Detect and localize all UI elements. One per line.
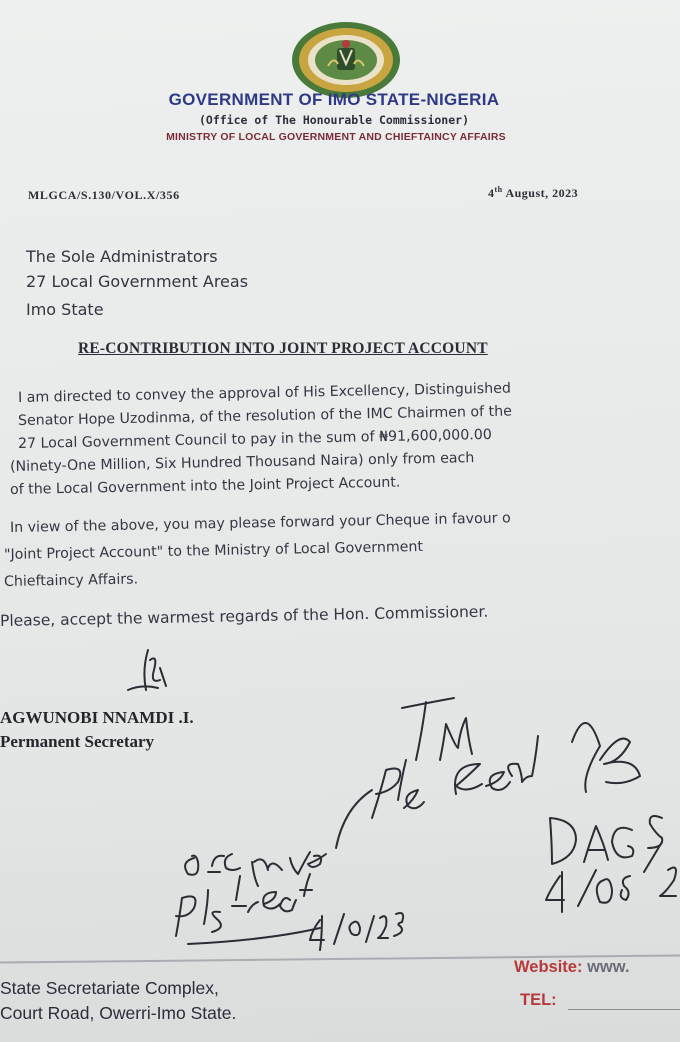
handwritten-ofc-mve [185,852,326,886]
body-paragraph-1-line: 27 Local Government Council to pay in the sum of ₦91,600,000.00 [17,426,492,452]
address-line-2: 27 Local Government Areas [26,272,249,291]
body-paragraph-1-line: I am directed to convey the approval of His Excellency, Distinguished [17,380,512,406]
handwritten-connector-line [336,790,372,848]
letter-date: 4th August, 2023 [488,185,579,200]
coat-of-arms-seal [288,20,404,100]
body-paragraph-1-line: of the Local Government into the Joint Project Account. [9,474,401,498]
body-paragraph-1-line: (Ninety-One Million, Six Hundred Thousand Naira) only from each [9,450,475,475]
letterhead-ministry: MINISTRY OF LOCAL GOVERNMENT AND CHIEFTAINCY AFFAIRS [166,131,506,143]
closing-paragraph: Please, accept the warmest regards of the Hon. Commissioner. [0,602,489,630]
footer-address-line-2: Court Road, Owerri-Imo State. [0,1003,237,1023]
signatory-title: Permanent Secretary [0,732,155,751]
handwritten-date-bottom [310,913,403,950]
handwritten-date-right [546,842,676,912]
footer-tel-line [568,1009,680,1010]
footer-website-value: www. [587,958,630,976]
handwritten-underline [188,928,320,944]
footer-website-label: Website: [514,958,583,976]
address-line-3: Imo State [26,300,104,319]
handwritten-dags [550,816,662,864]
footer-website [514,958,630,977]
body-paragraph-2-line: Chieftaincy Affairs. [3,571,139,590]
subject-heading: RE-CONTRIBUTION INTO JOINT PROJECT ACCOUNT [78,340,488,357]
letterhead-title: GOVERNMENT OF IMO STATE-NIGERIA [168,90,500,109]
handwritten-pls-deal [372,736,538,818]
reference-number: MLGCA/S.130/VOL.X/356 [28,188,180,202]
letterhead-office: (Office of The Honourable Commissioner) [198,113,470,127]
address-line-1: The Sole Administrators [26,247,218,266]
body-paragraph-1-line: Senator Hope Uzodinma, of the resolution of the IMC Chairmen of the [17,403,513,429]
signature-mark [128,650,166,690]
footer-address-line-1: State Secretariate Complex, [0,978,219,998]
footer-tel-label: TEL: [520,991,557,1009]
handwritten-pls-treat [176,874,312,936]
handwritten-tm [402,698,472,760]
signature-mark-right [572,723,640,792]
body-paragraph-2-line: In view of the above, you may please forward your Cheque in favour o [9,510,511,536]
signatory-name: AGWUNOBI NNAMDI .I. [0,708,194,727]
body-paragraph-2-line: "Joint Project Account" to the Ministry of Local Government [3,538,424,563]
